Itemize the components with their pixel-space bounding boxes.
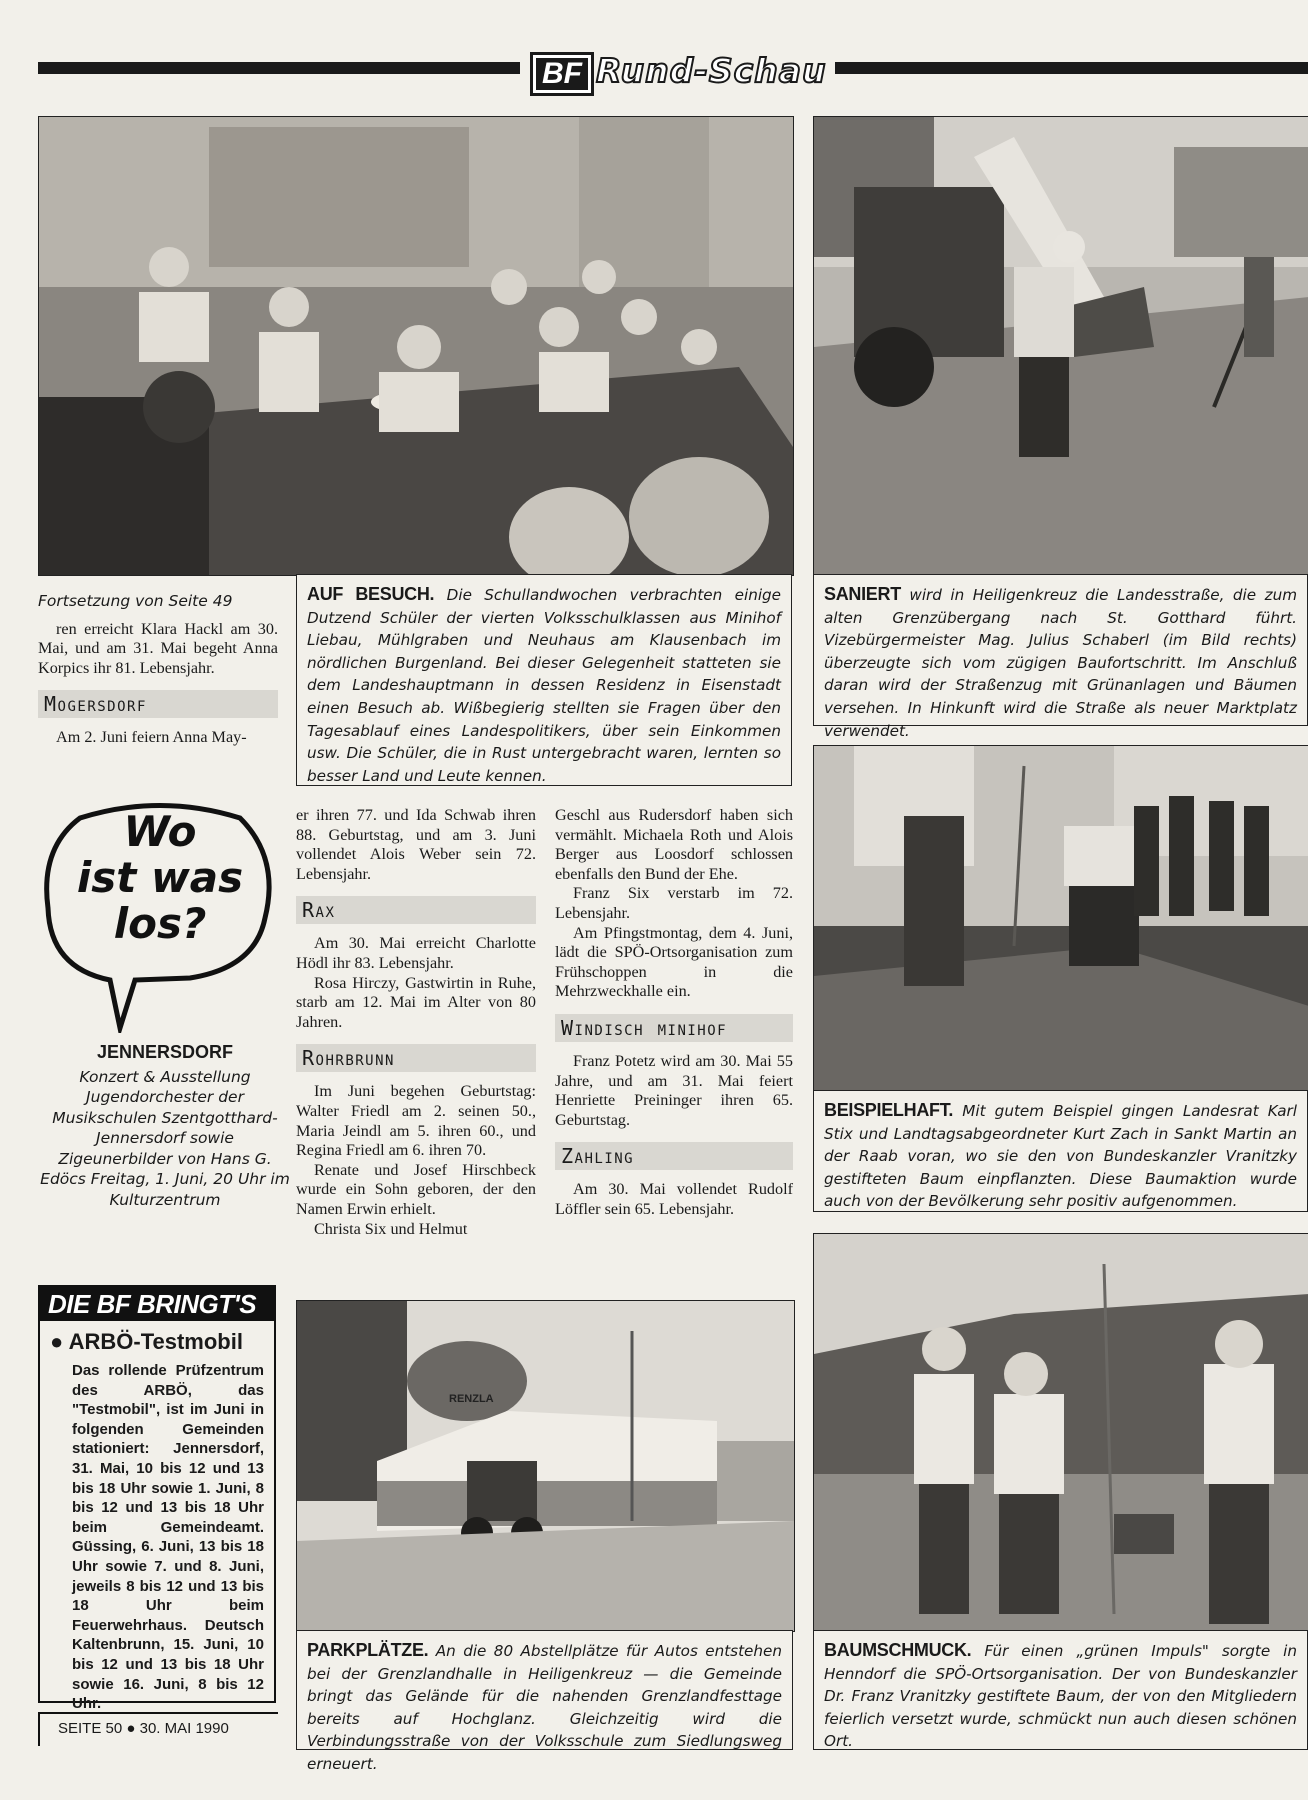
photo-tree-planting — [813, 745, 1308, 1092]
bullet-icon: ● — [50, 1329, 64, 1354]
caption-text: Die Schullandwochen verbrachten einige Dutzend Schüler der vierten Volksschulklassen aus Minihof Liebau, Mühlgraben und Neuhaus am Klausenbach im nördlichen Burgenland. Bei dieser Gelegenheit statteten sie dem Landeshauptmann in dessen Residenz in Eisenstadt einen Besuch ab. Wißbegierig stellten sie Fragen über den Tagesablauf eines Landespolitikers, über sein Einkommen usw. Die Schüler, die in Rust untergebracht waren, lernten so besser Land und Leute kennen. — [307, 586, 782, 785]
event-jennersdorf — [40, 1042, 290, 1210]
caption-baumschmuck — [813, 1630, 1308, 1750]
column-1-top — [38, 592, 278, 748]
caption-beispielhaft — [813, 1090, 1308, 1212]
col1-paragraph-2: Am 2. Juni feiern Anna May- — [56, 728, 247, 747]
masthead-rule-left — [38, 62, 520, 74]
bubble-line-1: Wo — [123, 807, 197, 856]
event-city: JENNERSDORF — [96, 1042, 234, 1062]
caption-text: Für einen „grünen Impuls" sorgte in Henndorf die SPÖ-Ortsorganisation. Der von Bundeskanzler Dr. Franz Vranitzky gestiftete Baum, der von den Mitgliedern feierlich versetzt wurde, schmückt nun auch diesen schönen Ort. — [824, 1642, 1297, 1751]
col3-paragraph-2: Franz Six verstarb im 72. Lebensjahr. — [555, 884, 793, 922]
column-2 — [296, 806, 536, 1239]
bubble-line-3: los? — [113, 899, 207, 948]
column-3 — [555, 806, 793, 1220]
heading-rax: Rax — [296, 896, 536, 924]
photo-school-visit — [38, 116, 794, 576]
bringts-title — [50, 1329, 274, 1355]
section-title: Rund-Schau — [596, 51, 827, 90]
col2-paragraph-4: Im Juni begehen Geburtstag: Walter Friedl am 2. seinen 50., Maria Jeindl am 5. ihren 60., und Regina Friedl am 6. ihren 70. — [296, 1082, 536, 1160]
wo-ist-was-los-bubble — [40, 798, 280, 1033]
page-footer — [38, 1712, 278, 1746]
continued-note: Fortsetzung von Seite 49 — [38, 592, 233, 610]
bf-logo: BF — [530, 52, 594, 96]
bringts-body: Das rollende Prüfzentrum des ARBÖ, das "Testmobil", ist im Juni in folgenden Gemeinden stationiert: Jennersdorf, 31. Mai, 10 bis 12 und 13 bis 18 Uhr sowie 1. Juni, 8 bis 12 und 13 bis 18 Uhr beim Gemeindeamt. Güssing, 6. Juni, 13 bis 18 Uhr sowie 7. und 8. Juni, jeweils 8 bis 12 und 13 bis 18 Uhr beim Feuerwehrhaus. Deutsch Kaltenbrunn, 15. Juni, 10 bis 12 und 13 bis 18 Uhr sowie 16. Juni, 8 bis 12 Uhr. — [72, 1362, 264, 1713]
heading-rohrbrunn: Rohrbrunn — [296, 1044, 536, 1072]
photo-sign-text: RENZLA — [449, 1393, 494, 1405]
bf-bringts-box — [38, 1285, 276, 1713]
bringts-header: DIE BF BRINGT'S — [40, 1287, 274, 1321]
heading-zahling: Zahling — [555, 1142, 793, 1170]
heading-windisch-minihof: Windisch minihof — [555, 1014, 793, 1042]
col3-paragraph-3: Am Pfingstmontag, dem 4. Juni, lädt die SPÖ-Ortsorganisation zum Frühschoppen in die Mehrzweckhalle ein. — [555, 923, 793, 1001]
caption-text: wird in Heiligenkreuz die Landesstraße, die zum alten Grenzübergang nach St. Gotthard führt. Vizebürgermeister Mag. Julius Schaberl (im Bild rechts) überzeugte sich vom zügigen Baufortschritt. Im Anschluß daran wird der Straßenzug mit Grünanlagen und Bäumen versehen. In Hinkunft wird die Straße als neuer Marktplatz verwendet. — [824, 586, 1297, 740]
event-text: Konzert & Ausstellung Jugendorchester der Musikschulen Szentgotthard-Jennersdorf sowie Zigeunerbilder von Hans G. Edöcs Freitag, 1. Juni, 20 Uhr im Kulturzentrum — [40, 1067, 290, 1209]
photo-baumschmuck — [813, 1233, 1308, 1632]
col3-paragraph-4: Franz Potetz wird am 30. Mai 55 Jahre, und am 31. Mai feiert Henriette Preininger ihren 65. Geburtstag. — [555, 1051, 793, 1129]
caption-lead: BEISPIELHAFT. — [824, 1100, 954, 1120]
caption-lead: PARKPLÄTZE. — [307, 1640, 429, 1660]
bubble-line-2: ist was — [76, 853, 244, 902]
caption-text: Mit gutem Beispiel gingen Landesrat Karl Stix und Landtagsabgeordneter Kurt Zach in Sankt Martin an der Raab voran, wo sie den von Bundeskanzler Vranitzky gestifteten Baum einpflanzten. Diese Baumaktion wurde auch von der Bevölkerung sehr positiv aufgenommen. — [824, 1102, 1297, 1211]
footer-bullet-icon: ● — [126, 1720, 136, 1737]
col2-paragraph-5: Renate und Josef Hirschbeck wurde ein Sohn geboren, der den Namen Erwin erhielt. — [296, 1160, 536, 1218]
footer-date: 30. MAI 1990 — [139, 1720, 229, 1737]
col3-paragraph-5: Am 30. Mai vollendet Rudolf Löffler sein 65. Lebensjahr. — [555, 1180, 793, 1218]
col2-paragraph-1: er ihren 77. und Ida Schwab ihren 88. Geburtstag, und am 3. Juni vollendet Alois Weber sein 72. Lebensjahr. — [296, 806, 536, 883]
photo-grenzlandhalle — [296, 1300, 795, 1632]
bringts-title-text: ARBÖ-Testmobil — [68, 1329, 243, 1354]
heading-mogersdorf: Mogersdorf — [38, 690, 278, 718]
masthead — [530, 48, 830, 94]
col2-paragraph-3: Rosa Hirczy, Gastwirtin in Ruhe, starb am 12. Mai im Alter von 80 Jahren. — [296, 973, 536, 1031]
photo-road-construction — [813, 116, 1308, 576]
caption-lead: SANIERT — [824, 584, 901, 604]
caption-lead: BAUMSCHMUCK. — [824, 1640, 972, 1660]
col2-paragraph-6: Christa Six und Helmut — [314, 1219, 468, 1238]
caption-saniert — [813, 574, 1308, 740]
caption-text: An die 80 Abstellplätze für Autos entstehen bei der Grenzlandhalle in Heiligenkreuz — die Gemeinde bringt das Gelände für die nahenden Grenzlandfesttage bereits auf Hochglanz. Gleichzeitig wird die Verbindungsstraße von der Volksschule zum Siedlungsweg erneuert. — [307, 1642, 782, 1773]
masthead-rule-right — [835, 62, 1308, 74]
caption-school-visit — [296, 574, 792, 786]
col2-paragraph-2: Am 30. Mai erreicht Charlotte Hödl ihr 83. Lebensjahr. — [296, 934, 536, 972]
caption-parkplaetze — [296, 1630, 793, 1773]
footer-page: SEITE 50 — [58, 1720, 123, 1737]
col1-paragraph-1: ren erreicht Klara Hackl am 30. Mai, und am 31. Mai begeht Anna Korpics ihr 81. Lebensjahr. — [38, 619, 278, 677]
caption-lead: AUF BESUCH. — [307, 584, 435, 604]
col3-paragraph-1: Geschl aus Rudersdorf haben sich vermählt. Michaela Roth und Alois Berger aus Loosdorf schlossen ebenfalls den Bund der Ehe. — [555, 806, 793, 883]
